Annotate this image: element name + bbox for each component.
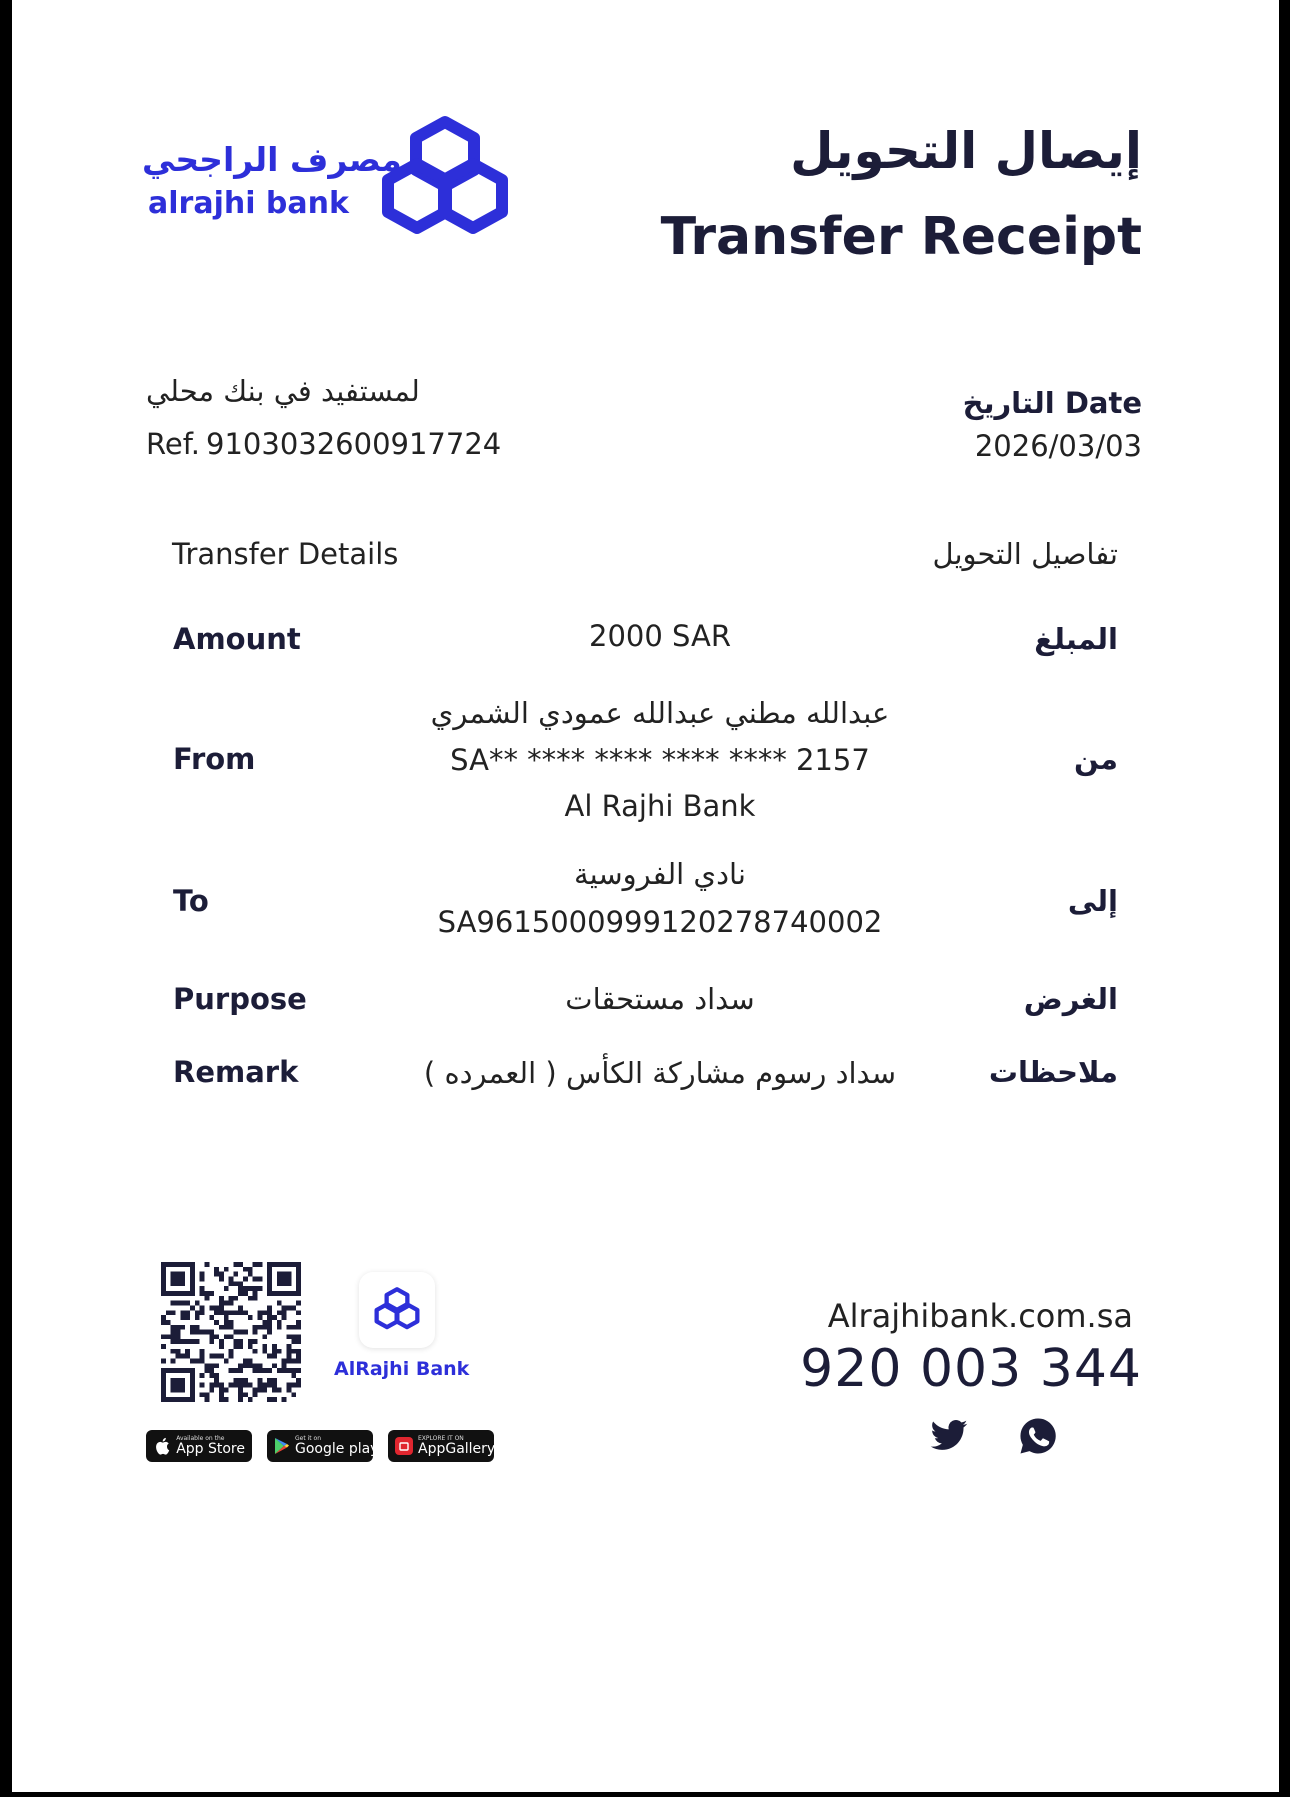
apple-icon (153, 1436, 171, 1456)
appgallery-small-text: EXPLORE IT ON (418, 1435, 464, 1442)
google-play-badge[interactable] (267, 1430, 379, 1462)
google-play-icon (274, 1436, 290, 1456)
from-label-arabic: من (1073, 742, 1118, 776)
qr-code[interactable] (161, 1262, 301, 1402)
recipient-name: نادي الفروسية (574, 857, 746, 891)
to-label-arabic: إلى (1067, 884, 1118, 918)
ref-value: 9103032600917724 (206, 427, 502, 461)
remark-label-english: Remark (173, 1055, 299, 1089)
recipient-iban: SA9615000999120278740002 (437, 905, 883, 939)
date-value: 2026/03/03 (974, 429, 1142, 463)
transfer-details-title-arabic: تفاصيل التحويل (932, 537, 1118, 571)
huawei-icon (395, 1436, 413, 1456)
google-play-text: Google play (295, 1441, 379, 1457)
receipt-title-arabic: إيصال التحويل (790, 122, 1142, 180)
date-label: التاريخ Date (962, 386, 1142, 420)
app-icon[interactable] (359, 1272, 435, 1348)
app-store-small-text: Available on the (176, 1435, 225, 1442)
bank-logo-english: alrajhi bank (148, 186, 349, 221)
whatsapp-icon[interactable] (1018, 1416, 1058, 1456)
alrajhi-app-icon (372, 1285, 422, 1335)
app-name: AlRajhi Bank (334, 1358, 470, 1380)
sender-bank: Al Rajhi Bank (564, 789, 756, 823)
twitter-icon[interactable] (929, 1416, 969, 1456)
amount-value: 2000 SAR (589, 619, 731, 653)
appgallery-text: AppGallery (418, 1441, 496, 1457)
app-store-badge[interactable] (146, 1430, 252, 1462)
sender-account: SA** **** **** **** **** 2157 (450, 743, 870, 777)
receipt-title-english: Transfer Receipt (660, 207, 1142, 267)
google-play-small-text: Get it on (295, 1435, 322, 1442)
website-link[interactable]: Alrajhibank.com.sa (827, 1297, 1133, 1335)
beneficiary-type: لمستفيد في بنك محلي (146, 374, 420, 408)
purpose-label-arabic: الغرض (1023, 982, 1118, 1016)
appgallery-badge[interactable] (388, 1430, 494, 1462)
bank-logo-arabic: مصرف الراجحي (142, 140, 402, 179)
ref-label: Ref. (146, 427, 201, 461)
from-label-english: From (173, 742, 256, 776)
amount-label-english: Amount (173, 622, 301, 656)
purpose-label-english: Purpose (173, 982, 307, 1016)
to-label-english: To (173, 884, 209, 918)
sender-name: عبدالله مطني عبدالله عمودي الشمري (430, 696, 890, 730)
purpose-value: سداد مستحقات (565, 982, 755, 1016)
phone-number[interactable]: 920 003 344 (800, 1339, 1142, 1399)
remark-value: سداد رسوم مشاركة الكأس ( العمرده ) (423, 1056, 897, 1090)
remark-label-arabic: ملاحظات (988, 1055, 1118, 1089)
transfer-details-title-english: Transfer Details (172, 537, 399, 571)
app-store-text: App Store (176, 1441, 245, 1457)
reference-number (146, 427, 501, 461)
amount-label-arabic: المبلغ (1034, 622, 1118, 656)
alrajhi-logo-icon (375, 112, 515, 248)
receipt-page (12, 0, 1279, 1792)
